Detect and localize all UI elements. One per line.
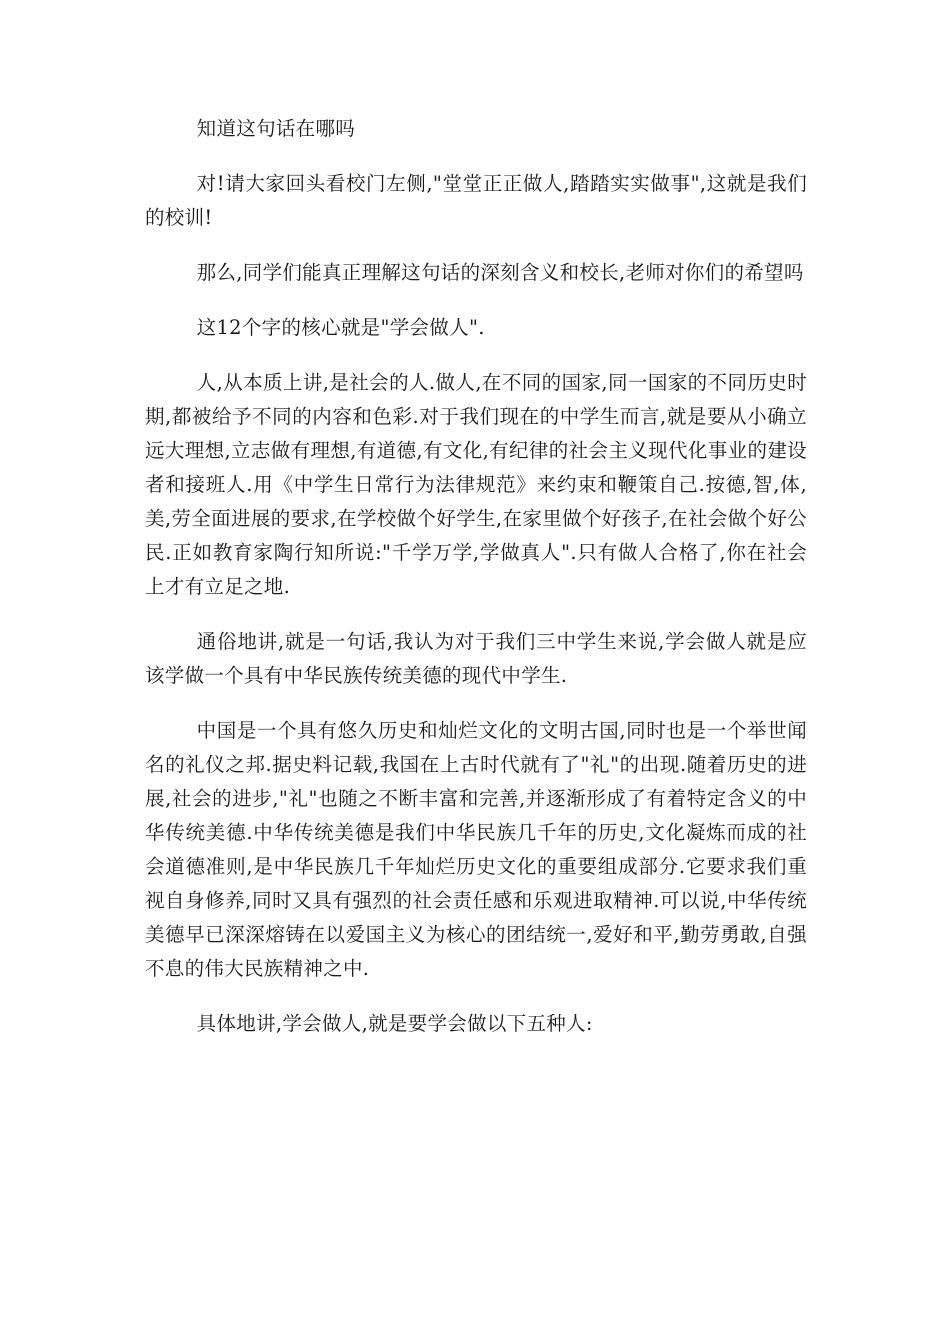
paragraph-8: 具体地讲,学会做人,就是要学会做以下五种人: (196, 1012, 593, 1035)
paragraph-6: 通俗地讲,就是一句话,我认为对于我们三中学生来说,学会做人就是应该学做一个具有中华民族传统美德的现代中学生. (145, 630, 807, 687)
paragraph-1: 知道这句话在哪吗 (196, 117, 356, 140)
document-body (145, 112, 807, 1062)
paragraph-5: 人,从本质上讲,是社会的人.做人,在不同的国家,同一国家的不同历史时期,都被给予不同的内容和色彩.对于我们现在的中学生而言,就是要从小确立远大理想,立志做有理想,有道德,有文化,有纪律的社会主义现代化事业的建设者和接班人.用《中学生日常行为法律规范》来约束和鞭策自己.按德,智,体,美,劳全面进展的要求,在学校做个好学生,在家里做个好孩子,在社会做个好公民.正如教育家陶行知所说:"千学万学,学做真人".只有做人合格了,你在社会上才有立足之地. (145, 371, 807, 598)
paragraph-4: 这12个字的核心就是"学会做人". (196, 316, 485, 339)
paragraph-3: 那么,同学们能真正理解这句话的深刻含义和校长,老师对你们的希望吗 (196, 261, 804, 284)
paragraph-2: 对!请大家回头看校门左侧,"堂堂正正做人,踏踏实实做事",这就是我们的校训! (145, 172, 807, 229)
paragraph-7: 中国是一个具有悠久历史和灿烂文化的文明古国,同时也是一个举世闻名的礼仪之邦.据史料记载,我国在上古时代就有了"礼"的出现.随着历史的进展,社会的进步,"礼"也随之不断丰富和完善,并逐渐形成了有着特定含义的中华传统美德.中华传统美德是我们中华民族几千年的历史,文化凝炼而成的社会道德准则,是中华民族几千年灿烂历史文化的重要组成部分.它要求我们重视自身修养,同时又具有强烈的社会责任感和乐观进取精神.可以说,中华传统美德早已深深熔铸在以爱国主义为核心的团结统一,爱好和平,勤劳勇敢,自强不息的伟大民族精神之中. (145, 719, 807, 980)
